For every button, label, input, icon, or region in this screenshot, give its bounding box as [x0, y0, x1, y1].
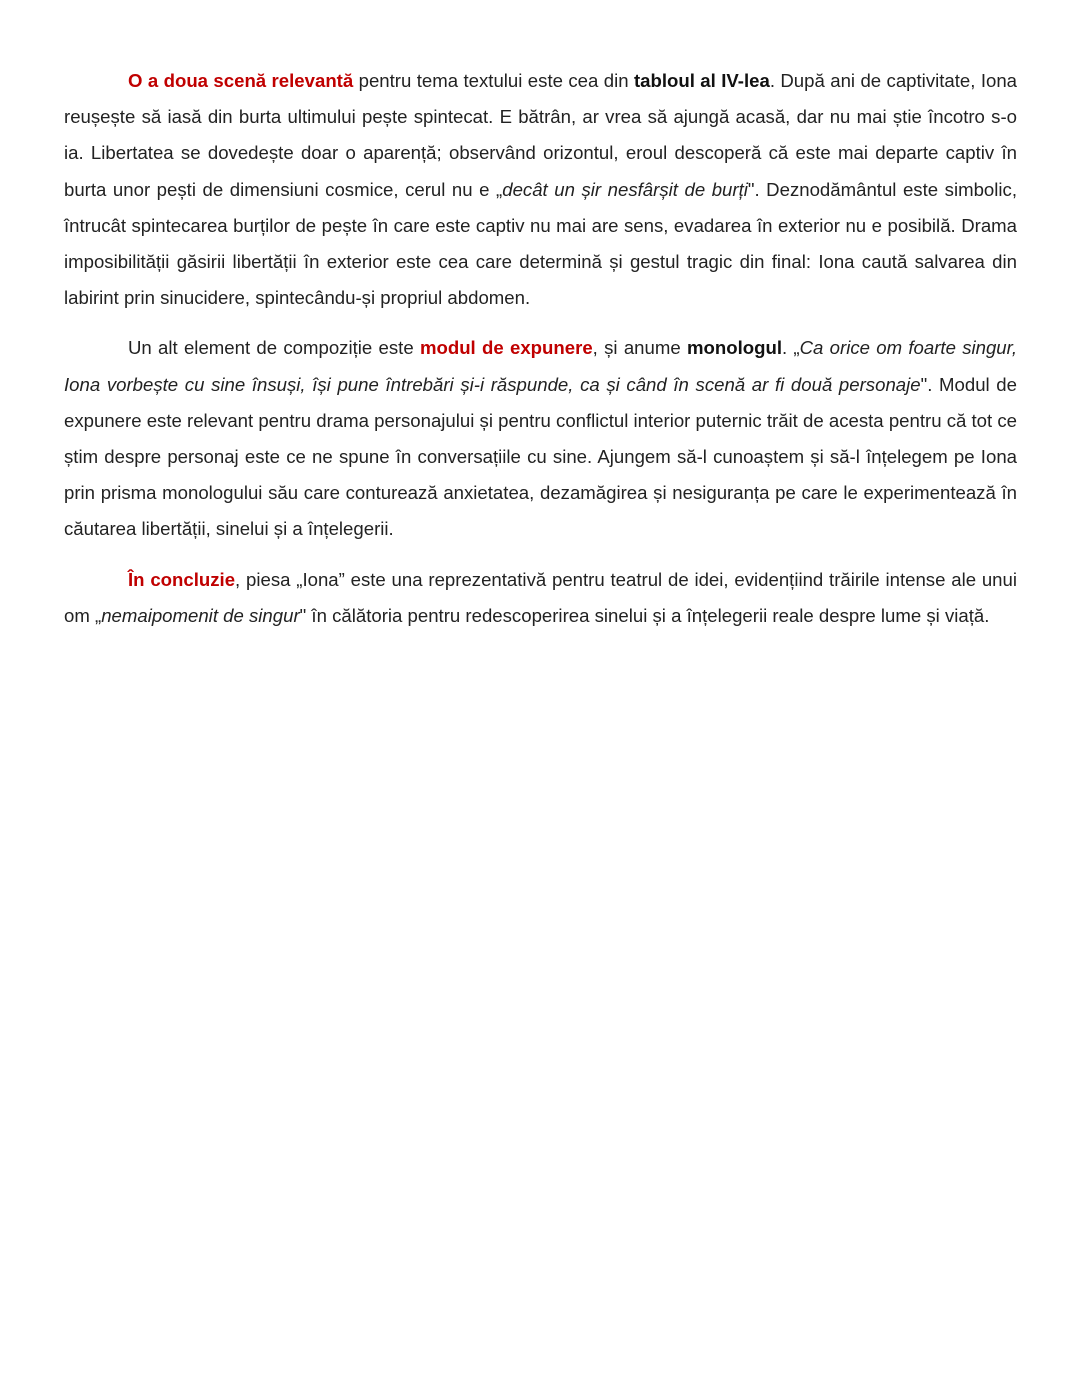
text-run: ". Modul de expunere este relevant pentru drama personajului și pentru conflictul interior puternic trăit de acesta pentru că tot ce știm despre personaj este ce ne spune în conversațiile cu sine. Ajungem să-l cunoaștem și să-l înțelegem pe Iona prin prisma monologului său care conturează anxietatea, dezamăgirea și nesiguranța pe care le experimentează în căutarea libertății, sinelui și a înțelegerii.	[64, 373, 1017, 540]
paragraph-tabloul-iv	[64, 63, 1017, 316]
emphasis-monologul: monologul	[686, 337, 782, 359]
text-run: , piesa „Iona” este una reprezentativă pentru teatrul de idei, evidențiind trăirile intense ale unui om „	[64, 568, 1017, 626]
text-run: . După ani de captivitate, Iona reușește să iasă din burta ultimului pește spintecat. E bătrân, ar vrea să ajungă acasă, dar nu mai știe încotro s-o ia. Libertatea se dovedește doar o aparență; observând orizontul, eroul descoperă că este mai departe captiv în burta unor pești de dimensiuni cosmice, cerul nu e „	[64, 70, 1018, 200]
text-run: pentru tema textului este cea din	[353, 70, 634, 91]
text-run: Un alt element de compoziție este	[128, 337, 420, 359]
quote-sir-burti: decât un șir nesfârșit de burți	[502, 178, 748, 200]
heading-phrase-concluzie: În concluzie	[128, 568, 236, 590]
heading-phrase-mod-expunere: modul de expunere	[419, 337, 593, 359]
paragraph-concluzie	[64, 562, 1017, 634]
quote-om-singur: Ca orice om foarte singur, Iona vorbește cu sine însuși, își pune întrebări și-i răspunde, ca și când în scenă ar fi două personaje	[64, 337, 1017, 395]
text-run: , și anume	[592, 337, 687, 359]
document-page	[64, 63, 1017, 634]
text-run: " în călătoria pentru redescoperirea sinelui și a înțelegerii reale despre lume și viață.	[299, 604, 990, 626]
quote-nemaipomenit-singur: nemaipomenit de singur	[101, 604, 300, 626]
heading-phrase-scena-relevanta: O a doua scenă relevantă	[128, 70, 354, 91]
text-run: ". Deznodământul este simbolic, întrucât spintecarea burților de pește în care este captiv nu mai are sens, evadarea în exterior nu e posibilă. Drama imposibilității găsirii libertății în exterior este cea care determină și gestul tragic din final: Iona caută salvarea din labirint prin sinucidere, spintecându-și propriul abdomen.	[64, 178, 1017, 309]
emphasis-tabloul: tabloul al IV-lea	[633, 70, 770, 91]
paragraph-mod-expunere	[64, 330, 1017, 547]
text-run: . „	[781, 337, 800, 359]
